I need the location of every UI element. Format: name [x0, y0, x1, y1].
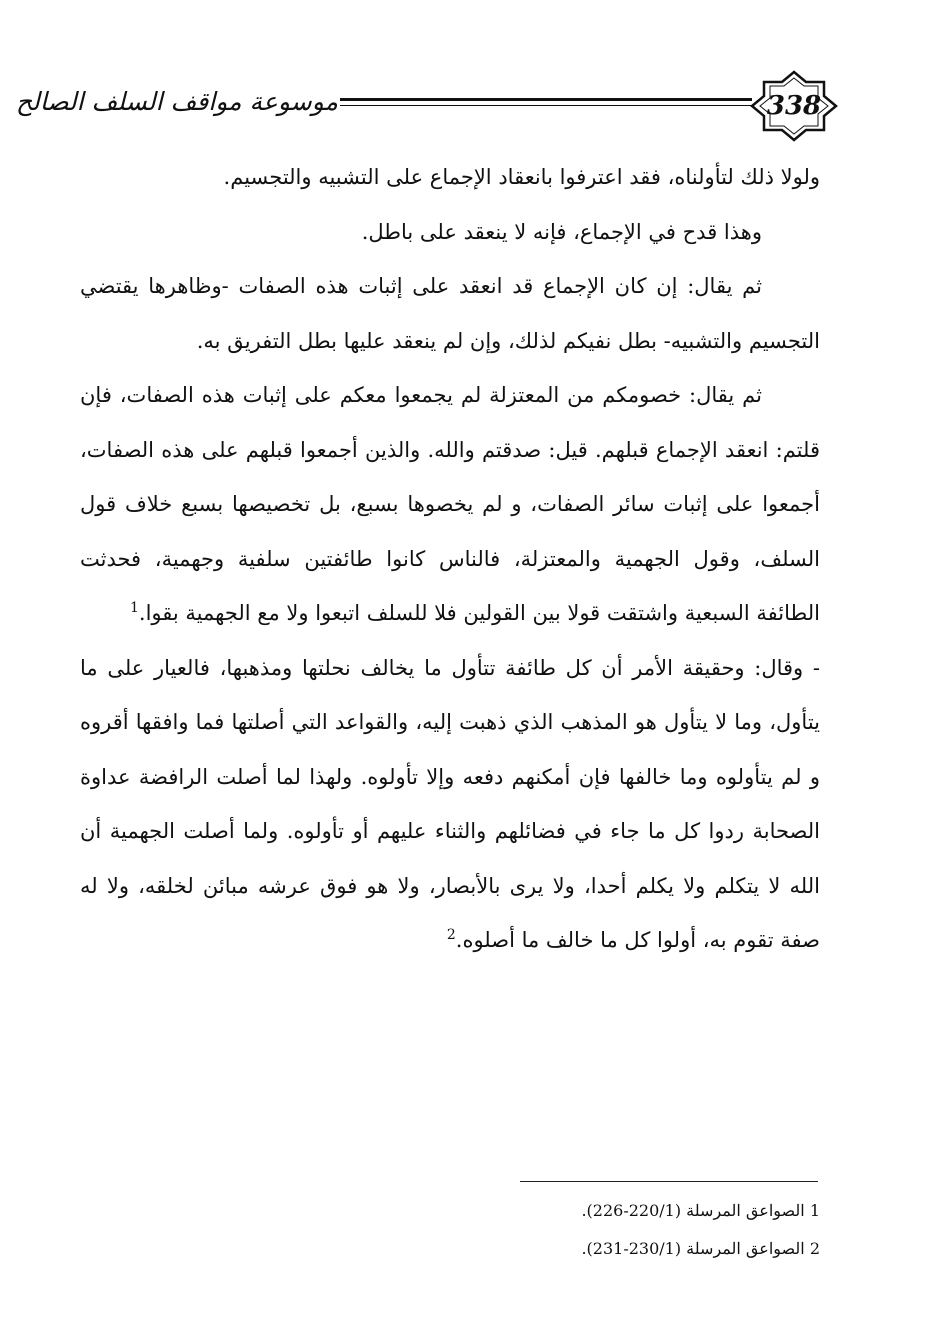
paragraph-text: وهذا قدح في الإجماع، فإنه لا ينعقد على باطل.	[361, 219, 762, 244]
header-title: موسوعة مواقف السلف الصالح	[15, 87, 338, 116]
footnote	[80, 1230, 820, 1268]
header-rule-thick	[340, 98, 752, 101]
page-header	[15, 70, 840, 142]
paragraph	[80, 205, 820, 260]
paragraph-text: ثم يقال: خصومكم من المعتزلة لم يجمعوا معكم على إثبات هذه الصفات، فإن قلتم: انعقد الإجماع قبلهم. قيل: صدقتم والله. والذين أجمعوا قبلهم على هذه الصفات، أجمعوا على إثبات سائر الصفات، و لم يخصوها بسبع، بل تخصيصها بسبع خلاف قول السلف، وقول الجهمية والمعتزلة، فالناس كانوا طائفتين سلفية وجهمية، فحدثت الطائفة السبعية واشتقت قولا بين القولين فلا للسلف اتبعوا ولا مع الجهمية بقوا.	[80, 383, 820, 625]
footnote-text: الصواعق المرسلة (230/1-231).	[581, 1239, 805, 1258]
main-text	[80, 150, 820, 968]
paragraph-text: ولولا ذلك لتأولناه، فقد اعترفوا بانعقاد الإجماع على التشبيه والتجسيم.	[223, 165, 820, 189]
paragraph-text: - وقال: وحقيقة الأمر أن كل طائفة تتأول ما يخالف نحلتها ومذهبها، فالعيار على ما يتأول، وما لا يتأول هو المذهب الذي ذهبت إليه، والقواعد التي أصلتها فما وافقها أقروه و لم يتأولوه وما خالفها فإن أمكنهم دفعه وإلا تأولوه. ولهذا لما أصلت الرافضة عداوة الصحابة ردوا كل ما جاء في فضائلهم والثناء عليهم أو تأولوه. ولما أصلت الجهمية أن الله لا يتكلم ولا يكلم أحدا، ولا يرى بالأبصار، ولا هو فوق عرشه مبائن لخلقه، ولا له صفة تقوم به، أولوا كل ما خالف ما أصلوه.	[80, 655, 820, 952]
paragraph	[80, 150, 820, 205]
footnote-text: الصواعق المرسلة (220/1-226).	[581, 1201, 805, 1220]
page-number: 338	[766, 91, 822, 121]
page-number-badge	[750, 70, 838, 142]
footnote-reference[interactable]: 2	[446, 927, 456, 943]
paragraph	[80, 641, 820, 968]
footnotes	[80, 1192, 820, 1268]
footnote-number: 2	[809, 1239, 820, 1258]
footnote-number: 1	[809, 1201, 820, 1220]
footnote	[80, 1192, 820, 1230]
paragraph-text: ثم يقال: إن كان الإجماع قد انعقد على إثبات هذه الصفات -وظاهرها يقتضي التجسيم والتشبيه- بطل نفيكم لذلك، وإن لم ينعقد عليها بطل التفريق به.	[80, 274, 820, 353]
paragraph	[80, 259, 820, 368]
header-rule-thin	[340, 105, 752, 106]
footnote-reference[interactable]: 1	[130, 600, 139, 616]
paragraph	[80, 368, 820, 641]
footnote-separator	[520, 1181, 818, 1182]
